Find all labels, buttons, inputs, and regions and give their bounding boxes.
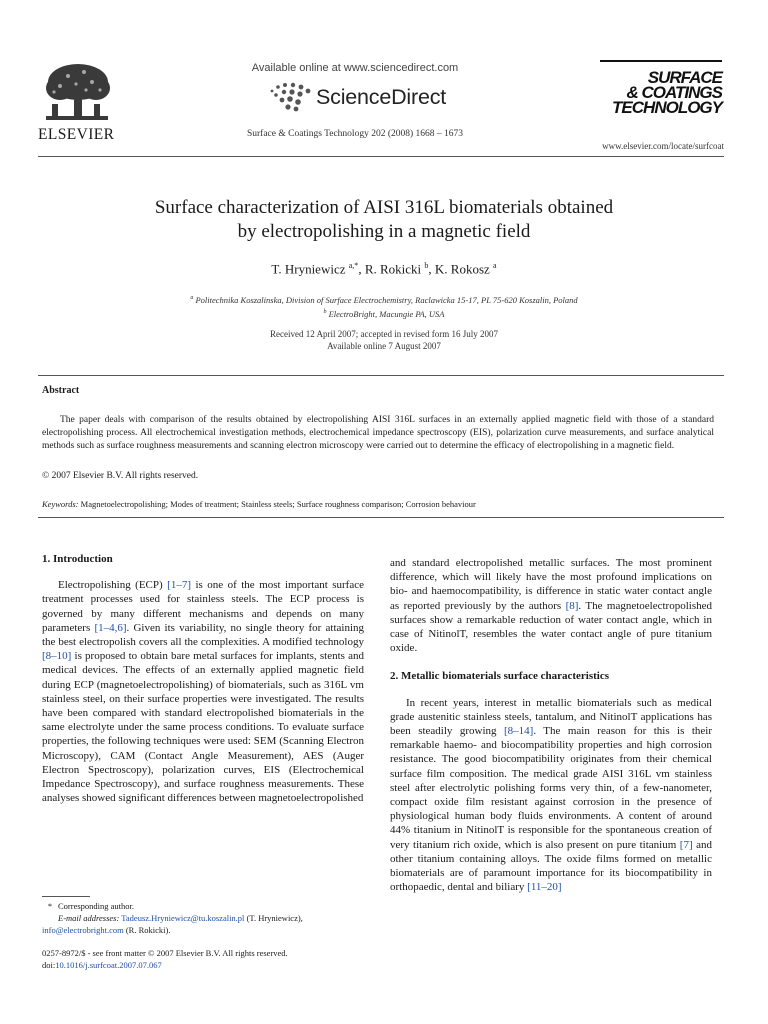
affiliation-mark: a <box>190 295 194 301</box>
email-owner: (T. Hryniewicz), <box>244 913 303 923</box>
section-heading-introduction: 1. Introduction <box>42 553 113 565</box>
author-affiliation-mark: a <box>493 261 497 270</box>
text-run: In recent years, interest in metallic biomaterials such as medical grade austenitic stainless steels, tantalum, and NitinolT applications has been steadily growing <box>390 696 712 738</box>
text-run: . The magnetoelectropolished surfaces show a remarkable reduction of water contact angle, which in case of NitinolT, resembles the water contact angle of pure titanium oxide. <box>390 599 712 655</box>
available-online-notice: Available online at www.sciencedirect.com <box>251 62 459 74</box>
affiliation-text: Politechnika Koszalinska, Division of Surface Electrochemistry, Raclawicka 15-17, PL 75-620 Koszalin, Poland <box>195 294 578 305</box>
text-run: . Given its variability, no single theory for attaining the best electropolish covers all the complexities. A modified technology <box>42 621 365 649</box>
corresponding-author-note <box>42 900 364 912</box>
affiliation <box>60 306 708 320</box>
front-matter-line: 0257-8972/$ - see front matter © 2007 Elsevier B.V. All rights reserved. <box>42 948 288 958</box>
citation-link[interactable]: [1–4,6] <box>94 621 127 634</box>
keywords <box>42 499 476 509</box>
article-dates <box>60 328 708 352</box>
author-separator: , <box>358 261 365 277</box>
affiliation <box>60 292 708 306</box>
doi-link[interactable]: 10.1016/j.surfcoat.2007.07.067 <box>55 960 162 970</box>
citation-link[interactable]: [1–7] <box>167 579 191 592</box>
affiliation-text: ElectroBright, Macungie PA, USA <box>328 308 445 319</box>
abstract-heading: Abstract <box>42 385 80 396</box>
affiliation-mark: b <box>323 308 327 315</box>
email-link-hryniewicz[interactable]: Tadeusz.Hryniewicz@tu.koszalin.pl <box>121 913 245 923</box>
journal-logo-rule <box>600 60 722 62</box>
citation-link[interactable]: [11–20] <box>527 881 562 894</box>
text-run: and standard electropolished metallic surfaces. The most prominent difference, which will likely have the most profound implications on bio- and haemocompatibility, is difference in static water contact angle as reported previously by the authors <box>390 557 712 612</box>
email-label: E-mail addresses: <box>58 913 120 923</box>
footnote-divider <box>42 896 90 897</box>
article-title <box>60 196 708 244</box>
journal-logo-line: TECHNOLOGY <box>612 98 722 117</box>
email-owner: (R. Rokicki). <box>123 925 171 935</box>
available-online-date: Available online 7 August 2007 <box>327 341 441 351</box>
abstract-copyright: © 2007 Elsevier B.V. All rights reserved. <box>42 471 199 481</box>
text-run: and other titanium containing alloys. The oxide films formed on metallic biomaterials are of paramount importance for its biocompatibility in orthopaedic, dental and biliary <box>390 838 712 894</box>
journal-logo-line: SURFACE <box>647 68 722 87</box>
journal-citation: Surface & Coatings Technology 202 (2008) 1668 – 1673 <box>246 129 464 139</box>
paragraph <box>42 578 364 805</box>
publisher-name: ELSEVIER <box>38 126 115 143</box>
keywords-list: Magnetoelectropolishing; Modes of treatment; Stainless steels; Surface roughness comparison; Corrosion behaviour <box>80 499 476 509</box>
header-divider <box>38 156 724 157</box>
received-date: Received 12 April 2007; accepted in revised form 16 July 2007 <box>270 329 498 339</box>
text-run: Electropolishing (ECP) <box>58 579 168 592</box>
sciencedirect-dots-icon <box>268 81 312 113</box>
citation-link[interactable]: [8] <box>565 599 579 612</box>
author-list <box>60 261 708 277</box>
author-name: T. Hryniewicz <box>271 261 346 277</box>
journal-logo <box>598 70 722 115</box>
right-column <box>390 556 712 894</box>
abstract-bottom-divider <box>38 517 724 518</box>
sciencedirect-logo <box>268 80 446 114</box>
author-name: R. Rokicki <box>364 261 422 277</box>
email-note <box>42 924 364 936</box>
affiliations <box>60 292 708 320</box>
text-run: is proposed to obtain bare metal surfaces for implants, stents and medical devices. The effects of an externally applied magnetic field during ECP (magnetoelectropolishing) of biomaterials, such as 316L vm stainless steel, on their surface properties were investigated. The results have been compared with standard electropolished biomaterials in the same electrolyte under the same process conditions. To evaluate surface properties, the following techniques were used: SEM (Scanning Electron Microscopy), CAM (Contact Angle Measurement), AES (Auger Electron Spectroscopy), polarization curves, EIS (Electrochemical Impedance Spectroscopy), and surface roughness measurements. These analyses showed significant differences between magnetoelectropolished <box>42 650 364 805</box>
corresponding-author-label: Corresponding author. <box>58 901 135 911</box>
title-line: by electropolishing in a magnetic field <box>237 221 531 242</box>
keywords-label: Keywords: <box>42 499 79 509</box>
author-affiliation-mark: a,* <box>348 261 359 270</box>
citation-link[interactable]: [7] <box>679 838 693 851</box>
email-link-electrobright[interactable]: info@electrobright.com <box>42 925 124 935</box>
issn-block <box>42 947 372 971</box>
doi-label: doi: <box>42 960 56 970</box>
author-separator: , <box>428 261 435 277</box>
citation-link[interactable]: [8–10] <box>42 650 72 663</box>
text-run: . The main reason for this is their remarkable haemo- and biocompatibility properties and high corrosion resistance. The good biocompatibility originates from their chemical surface film composition. The medical grade AISI 316L vm stainless steel after electrolytic polishing forms very thin, of a few-nanometer, compact oxide film resistant against corrosion in the presence of physiological human body fluids environments. A content of around 44% titanium in NitinolT is responsible for the spontaneous creation of very titanium rich oxide, which is also present on pure titanium <box>390 725 712 851</box>
journal-logo-line: & COATINGS <box>626 83 722 102</box>
journal-url-link[interactable]: www.elsevier.com/locate/surfcoat <box>602 141 724 151</box>
abstract-top-divider <box>38 375 724 376</box>
paragraph <box>390 696 712 895</box>
doi-line <box>42 959 372 971</box>
elsevier-tree-logo <box>38 60 116 126</box>
title-line: Surface characterization of AISI 316L biomaterials obtained <box>154 197 614 218</box>
footnotes <box>42 900 364 936</box>
footnote-mark: * <box>47 901 53 911</box>
citation-link[interactable]: [8–14] <box>503 725 534 738</box>
author-name: K. Rokosz <box>434 261 490 277</box>
abstract-text: The paper deals with comparison of the results obtained by electropolishing AISI 316L surfaces in an externally applied magnetic field with those of a standard electropolishing process. All electrochemical investigation methods, electrochemical impedance spectroscopy (EIS), polarization curve measurements, and surface analytical methods such as surface roughness measurements and scanning electron microscopy were carried out to determine the efficacy of electropolishing in a magnetic field. <box>42 415 714 451</box>
left-column <box>42 552 364 805</box>
paragraph <box>390 556 712 655</box>
text-run: is one of the most important surface treatment processes used for stainless steels. The ECP process is governed by many different mechanisms and depends on many parameters <box>42 579 364 634</box>
email-note <box>42 912 364 924</box>
section-heading-metallic-biomaterials: 2. Metallic biomaterials surface characteristics <box>390 670 610 683</box>
author-affiliation-mark: b <box>424 261 429 270</box>
sciencedirect-wordmark: ScienceDirect <box>316 84 447 109</box>
